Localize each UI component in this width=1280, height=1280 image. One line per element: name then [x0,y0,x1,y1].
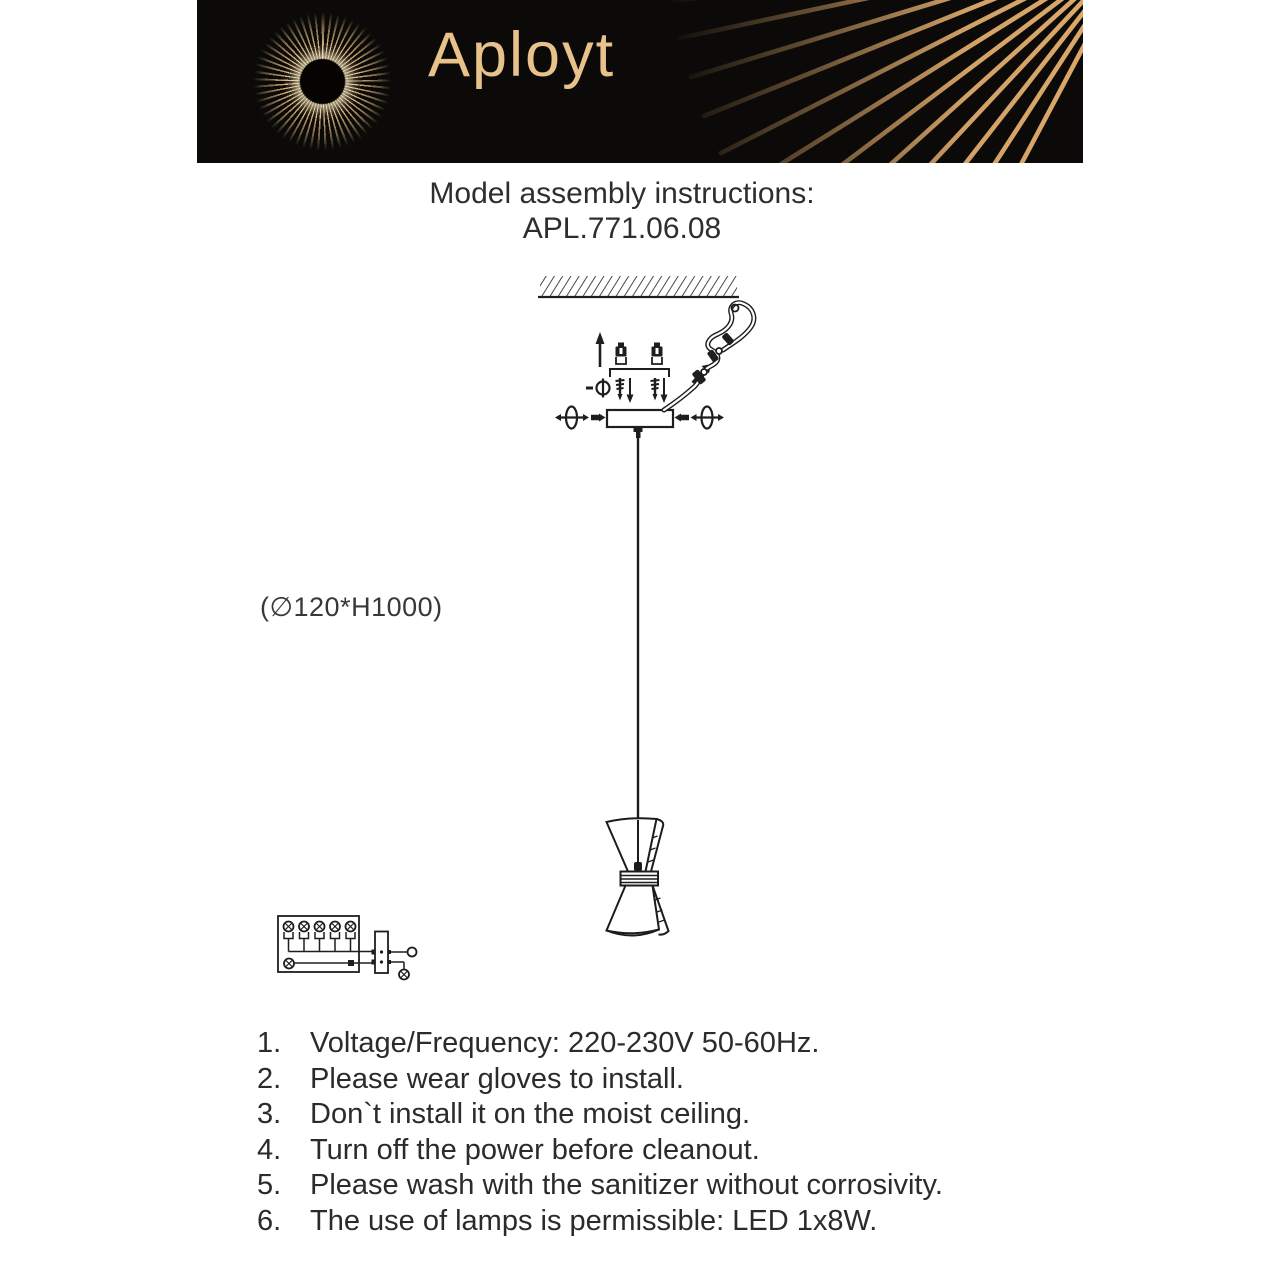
item-text: Don`t install it on the moist ceiling. [310,1098,751,1130]
screwdriver-icon [586,379,610,398]
item-number: 2. [257,1062,282,1095]
item-number: 6. [257,1204,282,1237]
list-item [257,1026,1087,1062]
item-text: Please wear gloves to install. [310,1062,684,1095]
terminal-screws [284,922,356,939]
dimension-label: (∅120*H1000) [260,592,443,622]
rotate-symbol-icon [691,407,725,429]
item-text: Turn off the power before cleanout. [310,1133,760,1166]
screw-icon [651,378,668,403]
item-number: 5. [257,1169,282,1201]
screw-icon [616,378,634,403]
rotate-symbol-icon [555,407,589,429]
pendant-shade [607,818,669,935]
fan-rays-icon [197,0,1083,163]
ceiling-hatch [538,276,739,297]
item-text: Voltage/Frequency: 220-230V 50-60Hz. [310,1027,820,1059]
item-text: Please wash with the sanitizer without corrosivity. [310,1169,943,1201]
brand-name: Aployt [428,20,616,90]
mounting-hardware [586,332,669,403]
title-line1: Model assembly instructions: [429,177,815,210]
power-wire [664,303,754,410]
terminal-block-wiring [278,916,417,980]
model-number: APL.771.06.08 [522,212,722,245]
item-number: 1. [257,1027,282,1059]
list-item [257,1204,1087,1240]
item-number: 3. [257,1098,282,1130]
item-text: The use of lamps is permissible: LED 1x8W. [310,1204,878,1237]
list-item [257,1133,1087,1169]
list-item [257,1168,1087,1204]
page-title [0,176,1244,246]
list-item [257,1097,1087,1133]
assembly-diagram [240,255,790,1000]
wall-anchor-icon [616,343,627,365]
wall-anchor-icon [652,343,663,365]
instruction-list [257,1026,1087,1239]
item-number: 4. [257,1133,282,1166]
list-item [257,1062,1087,1098]
ceiling-canopy [555,407,724,439]
brand-banner [197,0,1083,163]
